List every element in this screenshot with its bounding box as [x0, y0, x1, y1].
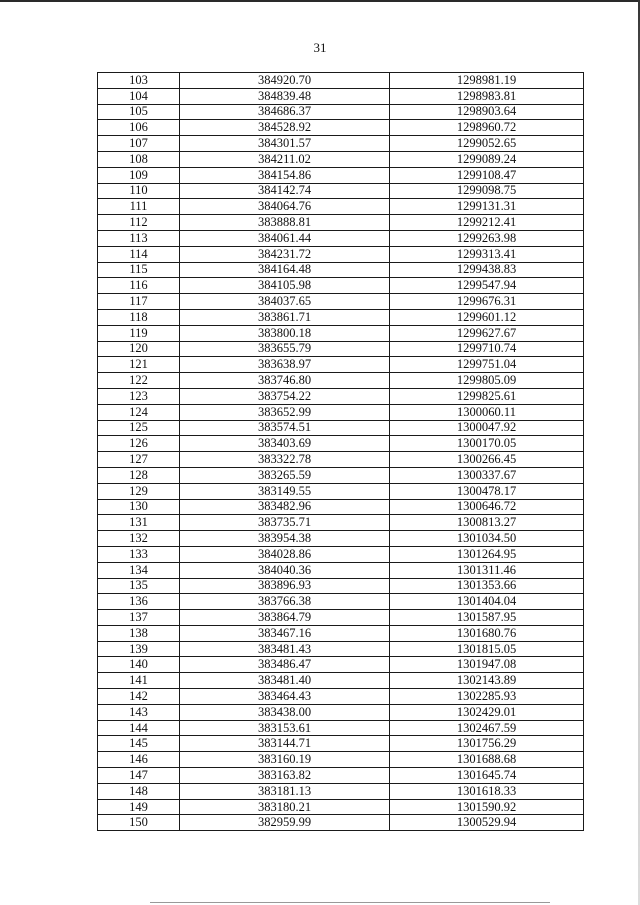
- point-number-cell: 150: [98, 815, 180, 831]
- point-number-cell: 143: [98, 704, 180, 720]
- x-coordinate-cell: 384231.72: [180, 246, 390, 262]
- x-coordinate-cell: 384028.86: [180, 546, 390, 562]
- y-coordinate-cell: 1299212.41: [390, 215, 584, 231]
- x-coordinate-cell: 384839.48: [180, 88, 390, 104]
- y-coordinate-cell: 1298983.81: [390, 88, 584, 104]
- table-row: [98, 641, 584, 657]
- table-row: [98, 151, 584, 167]
- table-row: [98, 199, 584, 215]
- table-row: [98, 420, 584, 436]
- point-number-cell: 139: [98, 641, 180, 657]
- point-number-cell: 107: [98, 136, 180, 152]
- x-coordinate-cell: 383864.79: [180, 610, 390, 626]
- point-number-cell: 131: [98, 515, 180, 531]
- table-row: [98, 546, 584, 562]
- x-coordinate-cell: 383655.79: [180, 341, 390, 357]
- table-row: [98, 104, 584, 120]
- x-coordinate-cell: 383888.81: [180, 215, 390, 231]
- point-number-cell: 114: [98, 246, 180, 262]
- point-number-cell: 140: [98, 657, 180, 673]
- point-number-cell: 149: [98, 799, 180, 815]
- x-coordinate-cell: 382959.99: [180, 815, 390, 831]
- x-coordinate-cell: 384920.70: [180, 73, 390, 89]
- point-number-cell: 123: [98, 388, 180, 404]
- x-coordinate-cell: 384528.92: [180, 120, 390, 136]
- point-number-cell: 144: [98, 720, 180, 736]
- y-coordinate-cell: 1299098.75: [390, 183, 584, 199]
- point-number-cell: 113: [98, 230, 180, 246]
- point-number-cell: 132: [98, 531, 180, 547]
- table-row: [98, 357, 584, 373]
- table-row: [98, 768, 584, 784]
- y-coordinate-cell: 1301034.50: [390, 531, 584, 547]
- y-coordinate-cell: 1299710.74: [390, 341, 584, 357]
- point-number-cell: 130: [98, 499, 180, 515]
- y-coordinate-cell: 1299547.94: [390, 278, 584, 294]
- x-coordinate-cell: 383766.38: [180, 594, 390, 610]
- x-coordinate-cell: 384037.65: [180, 294, 390, 310]
- x-coordinate-cell: 383896.93: [180, 578, 390, 594]
- y-coordinate-cell: 1301756.29: [390, 736, 584, 752]
- x-coordinate-cell: 383181.13: [180, 783, 390, 799]
- table-row: [98, 309, 584, 325]
- table-row: [98, 88, 584, 104]
- table-row: [98, 594, 584, 610]
- table-row: [98, 515, 584, 531]
- point-number-cell: 141: [98, 673, 180, 689]
- table-row: [98, 483, 584, 499]
- point-number-cell: 142: [98, 689, 180, 705]
- y-coordinate-cell: 1300047.92: [390, 420, 584, 436]
- x-coordinate-cell: 383464.43: [180, 689, 390, 705]
- scan-edge-bottom: [150, 902, 550, 903]
- point-number-cell: 109: [98, 167, 180, 183]
- point-number-cell: 112: [98, 215, 180, 231]
- y-coordinate-cell: 1302467.59: [390, 720, 584, 736]
- point-number-cell: 145: [98, 736, 180, 752]
- x-coordinate-cell: 384154.86: [180, 167, 390, 183]
- x-coordinate-cell: 383482.96: [180, 499, 390, 515]
- table-row: [98, 246, 584, 262]
- point-number-cell: 105: [98, 104, 180, 120]
- coordinates-table: [97, 72, 584, 831]
- page-number: 31: [313, 40, 327, 55]
- y-coordinate-cell: 1299805.09: [390, 373, 584, 389]
- table-row: [98, 294, 584, 310]
- x-coordinate-cell: 383861.71: [180, 309, 390, 325]
- x-coordinate-cell: 383149.55: [180, 483, 390, 499]
- table-row: [98, 325, 584, 341]
- y-coordinate-cell: 1301404.04: [390, 594, 584, 610]
- x-coordinate-cell: 383800.18: [180, 325, 390, 341]
- y-coordinate-cell: 1301587.95: [390, 610, 584, 626]
- y-coordinate-cell: 1301590.92: [390, 799, 584, 815]
- table-row: [98, 278, 584, 294]
- point-number-cell: 146: [98, 752, 180, 768]
- x-coordinate-cell: 383735.71: [180, 515, 390, 531]
- y-coordinate-cell: 1302143.89: [390, 673, 584, 689]
- x-coordinate-cell: 383574.51: [180, 420, 390, 436]
- x-coordinate-cell: 383403.69: [180, 436, 390, 452]
- point-number-cell: 147: [98, 768, 180, 784]
- table-row: [98, 578, 584, 594]
- table-row: [98, 689, 584, 705]
- y-coordinate-cell: 1299438.83: [390, 262, 584, 278]
- point-number-cell: 119: [98, 325, 180, 341]
- point-number-cell: 135: [98, 578, 180, 594]
- y-coordinate-cell: 1301311.46: [390, 562, 584, 578]
- x-coordinate-cell: 384064.76: [180, 199, 390, 215]
- point-number-cell: 134: [98, 562, 180, 578]
- table-row: [98, 373, 584, 389]
- y-coordinate-cell: 1302429.01: [390, 704, 584, 720]
- y-coordinate-cell: 1301680.76: [390, 625, 584, 641]
- table-row: [98, 610, 584, 626]
- table-row: [98, 752, 584, 768]
- y-coordinate-cell: 1298981.19: [390, 73, 584, 89]
- y-coordinate-cell: 1300646.72: [390, 499, 584, 515]
- x-coordinate-cell: 384686.37: [180, 104, 390, 120]
- table-row: [98, 341, 584, 357]
- x-coordinate-cell: 383467.16: [180, 625, 390, 641]
- table-row: [98, 799, 584, 815]
- point-number-cell: 103: [98, 73, 180, 89]
- point-number-cell: 129: [98, 483, 180, 499]
- x-coordinate-cell: 383265.59: [180, 467, 390, 483]
- point-number-cell: 126: [98, 436, 180, 452]
- y-coordinate-cell: 1301353.66: [390, 578, 584, 594]
- point-number-cell: 120: [98, 341, 180, 357]
- y-coordinate-cell: 1299751.04: [390, 357, 584, 373]
- table-row: [98, 657, 584, 673]
- point-number-cell: 137: [98, 610, 180, 626]
- y-coordinate-cell: 1301264.95: [390, 546, 584, 562]
- x-coordinate-cell: 384164.48: [180, 262, 390, 278]
- y-coordinate-cell: 1299131.31: [390, 199, 584, 215]
- x-coordinate-cell: 383746.80: [180, 373, 390, 389]
- x-coordinate-cell: 384211.02: [180, 151, 390, 167]
- point-number-cell: 133: [98, 546, 180, 562]
- x-coordinate-cell: 383322.78: [180, 452, 390, 468]
- point-number-cell: 148: [98, 783, 180, 799]
- y-coordinate-cell: 1301815.05: [390, 641, 584, 657]
- table-row: [98, 673, 584, 689]
- point-number-cell: 124: [98, 404, 180, 420]
- table-row: [98, 720, 584, 736]
- x-coordinate-cell: 384040.36: [180, 562, 390, 578]
- y-coordinate-cell: 1300266.45: [390, 452, 584, 468]
- y-coordinate-cell: 1301645.74: [390, 768, 584, 784]
- point-number-cell: 110: [98, 183, 180, 199]
- y-coordinate-cell: 1300060.11: [390, 404, 584, 420]
- x-coordinate-cell: 383180.21: [180, 799, 390, 815]
- x-coordinate-cell: 383153.61: [180, 720, 390, 736]
- table-row: [98, 262, 584, 278]
- point-number-cell: 138: [98, 625, 180, 641]
- table-row: [98, 215, 584, 231]
- x-coordinate-cell: 384301.57: [180, 136, 390, 152]
- y-coordinate-cell: 1299108.47: [390, 167, 584, 183]
- table-row: [98, 704, 584, 720]
- x-coordinate-cell: 383652.99: [180, 404, 390, 420]
- point-number-cell: 128: [98, 467, 180, 483]
- y-coordinate-cell: 1300478.17: [390, 483, 584, 499]
- y-coordinate-cell: 1299313.41: [390, 246, 584, 262]
- y-coordinate-cell: 1299052.65: [390, 136, 584, 152]
- x-coordinate-cell: 383481.43: [180, 641, 390, 657]
- x-coordinate-cell: 383160.19: [180, 752, 390, 768]
- point-number-cell: 111: [98, 199, 180, 215]
- coordinates-table-body: [98, 73, 584, 831]
- table-row: [98, 183, 584, 199]
- point-number-cell: 117: [98, 294, 180, 310]
- x-coordinate-cell: 384061.44: [180, 230, 390, 246]
- table-row: [98, 436, 584, 452]
- y-coordinate-cell: 1299263.98: [390, 230, 584, 246]
- point-number-cell: 106: [98, 120, 180, 136]
- table-row: [98, 388, 584, 404]
- x-coordinate-cell: 383954.38: [180, 531, 390, 547]
- point-number-cell: 118: [98, 309, 180, 325]
- y-coordinate-cell: 1299627.67: [390, 325, 584, 341]
- y-coordinate-cell: 1300813.27: [390, 515, 584, 531]
- table-row: [98, 783, 584, 799]
- point-number-cell: 104: [98, 88, 180, 104]
- y-coordinate-cell: 1299089.24: [390, 151, 584, 167]
- y-coordinate-cell: 1299825.61: [390, 388, 584, 404]
- y-coordinate-cell: 1301618.33: [390, 783, 584, 799]
- table-row: [98, 230, 584, 246]
- table-row: [98, 562, 584, 578]
- y-coordinate-cell: 1301688.68: [390, 752, 584, 768]
- point-number-cell: 116: [98, 278, 180, 294]
- y-coordinate-cell: 1302285.93: [390, 689, 584, 705]
- point-number-cell: 108: [98, 151, 180, 167]
- y-coordinate-cell: 1299601.12: [390, 309, 584, 325]
- x-coordinate-cell: 383144.71: [180, 736, 390, 752]
- point-number-cell: 136: [98, 594, 180, 610]
- x-coordinate-cell: 383754.22: [180, 388, 390, 404]
- x-coordinate-cell: 383163.82: [180, 768, 390, 784]
- table-row: [98, 815, 584, 831]
- y-coordinate-cell: 1300170.05: [390, 436, 584, 452]
- x-coordinate-cell: 383638.97: [180, 357, 390, 373]
- table-row: [98, 167, 584, 183]
- table-row: [98, 467, 584, 483]
- scan-edge-top: [0, 0, 640, 2]
- point-number-cell: 127: [98, 452, 180, 468]
- table-row: [98, 452, 584, 468]
- y-coordinate-cell: 1298903.64: [390, 104, 584, 120]
- point-number-cell: 121: [98, 357, 180, 373]
- point-number-cell: 122: [98, 373, 180, 389]
- x-coordinate-cell: 383486.47: [180, 657, 390, 673]
- x-coordinate-cell: 384105.98: [180, 278, 390, 294]
- y-coordinate-cell: 1300529.94: [390, 815, 584, 831]
- x-coordinate-cell: 383438.00: [180, 704, 390, 720]
- x-coordinate-cell: 383481.40: [180, 673, 390, 689]
- table-row: [98, 625, 584, 641]
- y-coordinate-cell: 1301947.08: [390, 657, 584, 673]
- y-coordinate-cell: 1300337.67: [390, 467, 584, 483]
- point-number-cell: 115: [98, 262, 180, 278]
- x-coordinate-cell: 384142.74: [180, 183, 390, 199]
- y-coordinate-cell: 1299676.31: [390, 294, 584, 310]
- table-row: [98, 136, 584, 152]
- point-number-cell: 125: [98, 420, 180, 436]
- table-row: [98, 499, 584, 515]
- y-coordinate-cell: 1298960.72: [390, 120, 584, 136]
- table-row: [98, 404, 584, 420]
- table-row: [98, 736, 584, 752]
- table-row: [98, 531, 584, 547]
- table-row: [98, 73, 584, 89]
- table-row: [98, 120, 584, 136]
